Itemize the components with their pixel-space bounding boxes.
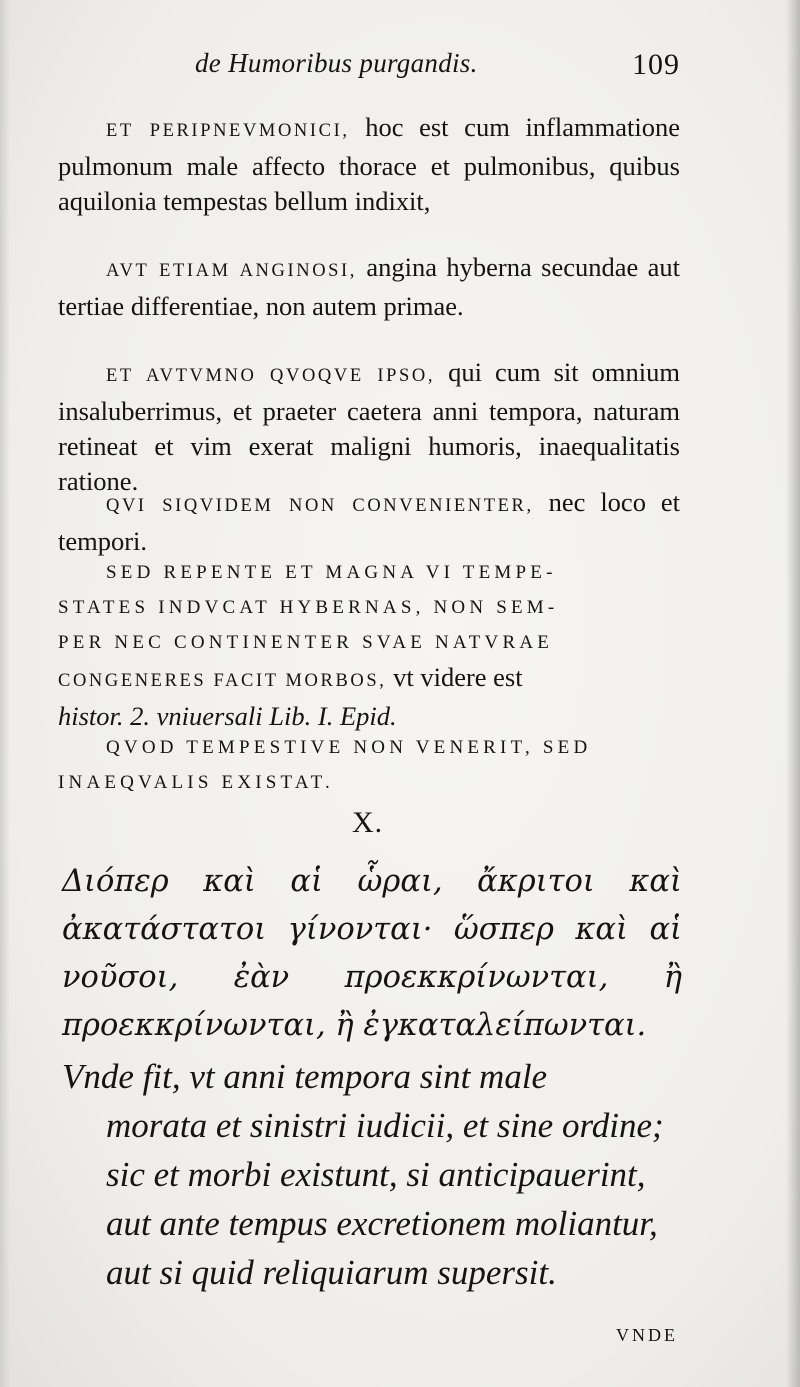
translation-first-line: Vnde fit, vt anni tempora sint male: [62, 1057, 548, 1096]
caps-line: STATES INDVCAT HYBERNAS, NON SEM-: [58, 597, 559, 618]
paragraph-text: hoc est cum inflammatione pulmonum male affecto thorace et pulmonibus, quibus aquilonia tempestas bellum indixit,: [58, 112, 680, 216]
page-number: 109: [632, 48, 680, 81]
citation: histor. 2. vniuersali Lib. I. Epid.: [58, 701, 397, 731]
running-head: [60, 48, 680, 88]
paragraph-sed-repente: [58, 555, 680, 734]
section-numeral: X.: [352, 806, 384, 839]
greek-aphorism: Διόπερ καὶ αἱ ὧραι, ἄκριτοι καὶ ἀκατάστατοι γίνονται· ὥσπερ καὶ αἱ νοῦσοι, ἐὰν προεκκρίνωνται, ἢ προεκκρίνωνται, ἢ ἐγκαταλείπωνται.: [62, 864, 682, 1043]
caps-line: QVOD TEMPESTIVE NON VENERIT, SED: [106, 737, 592, 758]
paragraph-text: vt videre est: [393, 662, 523, 692]
catchword: VNDE: [616, 1325, 678, 1345]
paragraph-quod-tempestive: [58, 730, 680, 800]
running-title: de Humoribus purgandis.: [195, 48, 478, 78]
small-caps-lemma: ET AVTVMNO QVOQVE IPSO,: [106, 366, 436, 386]
small-caps-lemma: ET PERIPNEVMONICI,: [106, 121, 350, 141]
latin-translation: [62, 1052, 682, 1297]
caps-line: INAEQVALIS EXISTAT.: [58, 772, 335, 793]
paragraph-quisiquidem: [58, 485, 680, 559]
paragraph-peripneumonici: [58, 110, 680, 219]
caps-line: PER NEC CONTINENTER SVAE NATVRAE: [58, 632, 554, 653]
translation-text: morata et sinistri iudicii, et sine ordine; sic et morbi existunt, si anticipauerint, aut ante tempus excretionem moliantur, aut si quid reliquiarum supersit.: [106, 1106, 664, 1292]
page-edge-shadow: [0, 0, 10, 1387]
small-caps-lemma: QVI SIQVIDEM NON CONVENIENTER,: [106, 496, 534, 516]
paragraph-anginosi: [58, 250, 680, 324]
paragraph-text: qui cum sit omnium insaluberrimus, et praeter caetera anni tempora, naturam retineat et vim exerat maligni humoris, inaequalitatis ratione.: [58, 357, 680, 496]
paragraph-text: nec loco et tempori.: [58, 487, 680, 556]
small-caps-lemma: AVT ETIAM ANGINOSI,: [106, 261, 358, 281]
paragraph-autumno: [58, 355, 680, 499]
small-caps-lemma: CONGENERES FACIT MORBOS,: [58, 671, 387, 691]
paragraph-text: angina hyberna secundae aut tertiae differentiae, non autem primae.: [58, 252, 680, 321]
caps-line: SED REPENTE ET MAGNA VI TEMPE-: [106, 562, 557, 583]
page-edge-shadow: [786, 0, 800, 1387]
